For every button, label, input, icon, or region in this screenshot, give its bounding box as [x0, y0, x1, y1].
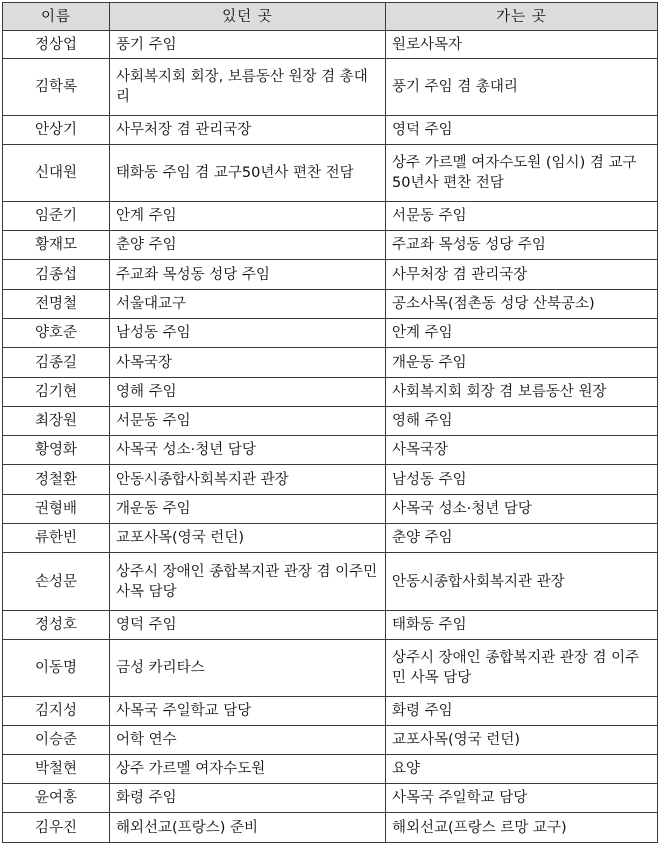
table-row: [3, 319, 658, 348]
cell-to: 서문동 주임: [386, 202, 658, 231]
cell-name: 김기현: [3, 378, 110, 407]
cell-name: 권형배: [3, 495, 110, 524]
cell-to: 교포사목(영국 런던): [386, 726, 658, 755]
table-row: [3, 553, 658, 611]
cell-to: 춘양 주임: [386, 524, 658, 553]
cell-to: 해외선교(프랑스 르망 교구): [386, 813, 658, 843]
table-row: [3, 31, 658, 59]
cell-name: 윤여홍: [3, 784, 110, 813]
cell-name: 전명철: [3, 290, 110, 319]
cell-from: 사무처장 겸 관리국장: [110, 116, 386, 145]
cell-from: 어학 연수: [110, 726, 386, 755]
cell-to: 상주시 장애인 종합복지관 관장 겸 이주민 사목 담당: [386, 640, 658, 697]
cell-name: 황재모: [3, 231, 110, 260]
table-body: [3, 31, 658, 843]
cell-from: 태화동 주임 겸 교구50년사 편찬 전담: [110, 145, 386, 202]
cell-from: 안계 주임: [110, 202, 386, 231]
assignment-table: [2, 2, 658, 843]
header-to: 가는 곳: [386, 3, 658, 31]
cell-to: 안동시종합사회복지관 관장: [386, 553, 658, 611]
cell-from: 서울대교구: [110, 290, 386, 319]
cell-name: 손성문: [3, 553, 110, 611]
table-row: [3, 640, 658, 697]
cell-to: 남성동 주임: [386, 465, 658, 495]
cell-to: 공소사목(점촌동 성당 산북공소): [386, 290, 658, 319]
cell-from: 서문동 주임: [110, 407, 386, 436]
cell-name: 정상업: [3, 31, 110, 59]
cell-from: 사목국장: [110, 348, 386, 378]
cell-name: 박철현: [3, 755, 110, 784]
cell-name: 이승준: [3, 726, 110, 755]
cell-to: 영덕 주임: [386, 116, 658, 145]
cell-from: 사회복지회 회장, 보름동산 원장 겸 총대리: [110, 59, 386, 116]
cell-from: 교포사목(영국 런던): [110, 524, 386, 553]
table-row: [3, 202, 658, 231]
cell-from: 상주 가르멜 여자수도원: [110, 755, 386, 784]
cell-from: 상주시 장애인 종합복지관 관장 겸 이주민 사목 담당: [110, 553, 386, 611]
cell-to: 화령 주임: [386, 697, 658, 726]
cell-to: 원로사목자: [386, 31, 658, 59]
table-row: [3, 784, 658, 813]
table-row: [3, 755, 658, 784]
cell-name: 정철환: [3, 465, 110, 495]
table-row: [3, 59, 658, 116]
cell-to: 사목국장: [386, 436, 658, 465]
table-row: [3, 407, 658, 436]
cell-to: 상주 가르멜 여자수도원 (임시) 겸 교구50년사 편찬 전담: [386, 145, 658, 202]
table-row: [3, 524, 658, 553]
cell-to: 개운동 주임: [386, 348, 658, 378]
cell-from: 영해 주임: [110, 378, 386, 407]
table-row: [3, 813, 658, 843]
cell-name: 김종섭: [3, 260, 110, 290]
cell-name: 김종길: [3, 348, 110, 378]
cell-from: 주교좌 목성동 성당 주임: [110, 260, 386, 290]
table-row: [3, 290, 658, 319]
cell-from: 화령 주임: [110, 784, 386, 813]
cell-to: 주교좌 목성동 성당 주임: [386, 231, 658, 260]
table-row: [3, 495, 658, 524]
table-row: [3, 611, 658, 640]
cell-name: 최장원: [3, 407, 110, 436]
header-row: [3, 3, 658, 31]
cell-from: 영덕 주임: [110, 611, 386, 640]
cell-name: 임준기: [3, 202, 110, 231]
table-row: [3, 145, 658, 202]
cell-from: 춘양 주임: [110, 231, 386, 260]
cell-from: 사목국 성소·청년 담당: [110, 436, 386, 465]
cell-from: 개운동 주임: [110, 495, 386, 524]
cell-name: 김지성: [3, 697, 110, 726]
cell-name: 양호준: [3, 319, 110, 348]
cell-name: 류한빈: [3, 524, 110, 553]
cell-to: 풍기 주임 겸 총대리: [386, 59, 658, 116]
cell-name: 정성호: [3, 611, 110, 640]
cell-name: 황영화: [3, 436, 110, 465]
cell-to: 영해 주임: [386, 407, 658, 436]
table-row: [3, 348, 658, 378]
cell-to: 사목국 성소·청년 담당: [386, 495, 658, 524]
cell-from: 풍기 주임: [110, 31, 386, 59]
table-row: [3, 260, 658, 290]
cell-to: 사회복지회 회장 겸 보름동산 원장: [386, 378, 658, 407]
cell-from: 해외선교(프랑스) 준비: [110, 813, 386, 843]
cell-to: 사목국 주일학교 담당: [386, 784, 658, 813]
cell-to: 태화동 주임: [386, 611, 658, 640]
cell-from: 사목국 주일학교 담당: [110, 697, 386, 726]
cell-name: 김학록: [3, 59, 110, 116]
cell-name: 김우진: [3, 813, 110, 843]
header-from: 있던 곳: [110, 3, 386, 31]
table-row: [3, 378, 658, 407]
header-name: 이름: [3, 3, 110, 31]
table-row: [3, 436, 658, 465]
table-row: [3, 465, 658, 495]
cell-from: 금성 카리타스: [110, 640, 386, 697]
cell-to: 요양: [386, 755, 658, 784]
cell-to: 안계 주임: [386, 319, 658, 348]
table-row: [3, 726, 658, 755]
cell-to: 사무처장 겸 관리국장: [386, 260, 658, 290]
cell-from: 남성동 주임: [110, 319, 386, 348]
cell-name: 안상기: [3, 116, 110, 145]
cell-name: 이동명: [3, 640, 110, 697]
table-row: [3, 697, 658, 726]
cell-name: 신대원: [3, 145, 110, 202]
table-row: [3, 116, 658, 145]
cell-from: 안동시종합사회복지관 관장: [110, 465, 386, 495]
table-row: [3, 231, 658, 260]
